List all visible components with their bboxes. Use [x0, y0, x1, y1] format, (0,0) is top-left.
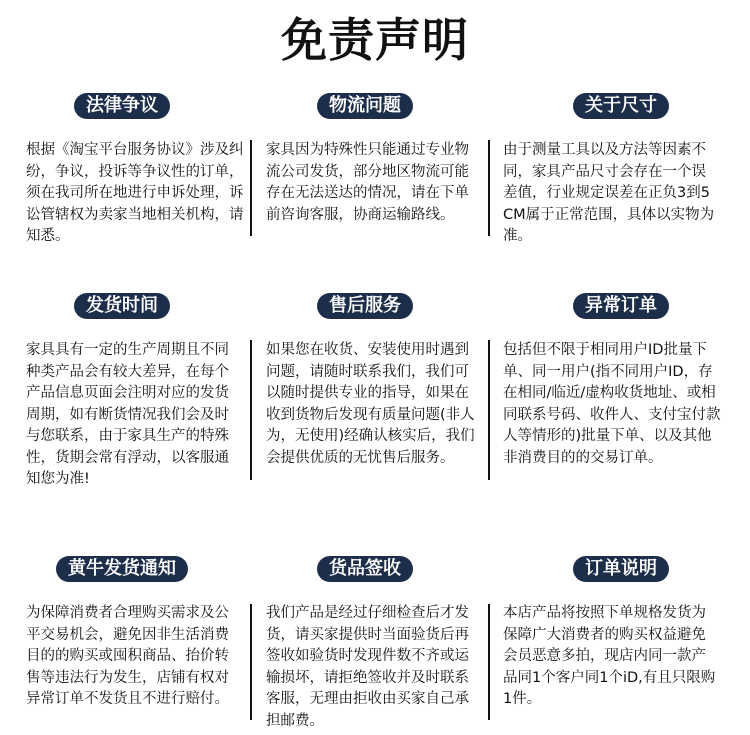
- section-text-logistics: 家具因为特殊性只能通过专业物流公司发货，部分地区物流可能存在无法送达的情况，请在下单前咨询客服，协商运输路线。: [266, 142, 469, 223]
- section-title-order-notes: 订单说明: [573, 556, 669, 582]
- section-title-abnormal-orders: 异常订单: [573, 293, 669, 319]
- section-text-scalper-notice: 为保障消费者合理购买需求及公平交易机会，避免因非生活消费目的的购买或囤积商品、抬价转售等违法行为发生，店铺有权对异常订单不发货且不进行赔付。: [26, 605, 229, 707]
- section-title-shipping-time: 发货时间: [74, 293, 170, 319]
- section-title-logistics: 物流问题: [317, 93, 413, 119]
- divider: [250, 140, 252, 236]
- section-title-goods-receipt: 货品签收: [317, 556, 413, 582]
- section-text-shipping-time: 家具具有一定的生产周期且不同种类产品会有较大差异，在每个产品信息页面会注明对应的发货周期，如有断货情况我们会及时与您联系，由于家具生产的特殊性，货期会常有浮动，以客服通知您为准!: [26, 342, 229, 487]
- section-text-order-notes: 本店产品将按照下单规格发货为保障广大消费者的购买权益避免会员恶意多拍，现店内同一款产品同1个客户同1个iD,有且只限购1件。: [503, 605, 716, 707]
- section-text-abnormal-orders: 包括但不限于相同用户ID批量下单、同一用户(指不同用户ID，存在相同/临近/虚构收货地址、或相同联系号码、收件人、支付宝付款人等情形的)批量下单、以及其他非消费目的的交易订单。: [503, 342, 721, 466]
- section-title-size: 关于尺寸: [573, 93, 669, 119]
- divider: [488, 140, 490, 236]
- section-title-legal-disputes: 法律争议: [74, 93, 170, 119]
- divider: [250, 340, 252, 480]
- section-title-after-sales: 售后服务: [317, 293, 413, 319]
- section-title-scalper-notice: 黄牛发货通知: [56, 556, 188, 582]
- section-text-size: 由于测量工具以及方法等因素不同，家具产品尺寸会存在一个误差值，行业规定误差在正负3到5CM属于正常范围，具体以实物为准。: [503, 142, 715, 244]
- section-text-legal-disputes: 根据《淘宝平台服务协议》涉及纠纷，争议，投诉等争议性的订单，须在我司所在地进行申诉处理，诉讼管辖权为卖家当地相关机构，请知悉。: [26, 142, 244, 244]
- divider: [488, 604, 490, 720]
- divider: [488, 340, 490, 480]
- section-text-after-sales: 如果您在收货、安装使用时遇到问题，请随时联系我们，我们可以随时提供专业的指导，如果在收到货物后发现有质量问题(非人为，无使用)经确认核实后，我们会提供优质的无忧售后服务。: [266, 342, 475, 466]
- page-title: 免责声明: [281, 13, 469, 67]
- section-text-goods-receipt: 我们产品是经过仔细检查后才发货，请买家提供时当面验货后再签收如验货时发现件数不齐或运输损坏，请拒绝签收并及时联系客服，无理由拒收由买家自己承担邮费。: [266, 605, 469, 729]
- divider: [250, 604, 252, 720]
